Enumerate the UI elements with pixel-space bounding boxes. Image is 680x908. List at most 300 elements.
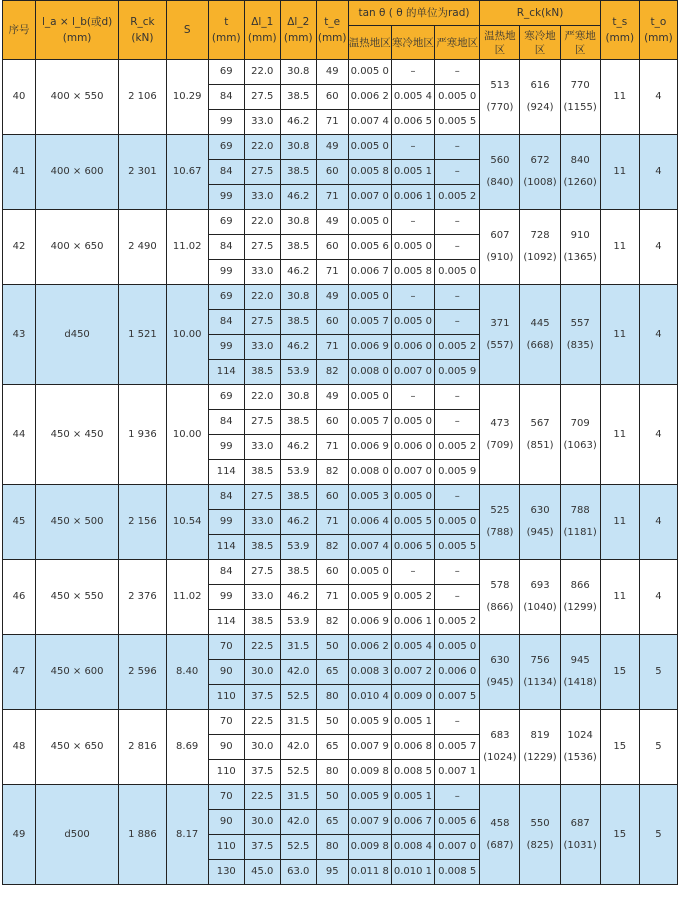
rmax-value: 1024 — [567, 730, 593, 741]
row-number: 47 — [3, 635, 36, 710]
dimensions-cell: 450 × 500 — [35, 485, 118, 560]
te-cell: 71 — [316, 435, 348, 460]
dl2-cell: 30.8 — [280, 385, 316, 410]
t-cell: 99 — [208, 335, 244, 360]
dimensions-cell: d450 — [35, 285, 118, 385]
tan-cold-cell: 0.010 1 — [391, 860, 434, 885]
te-cell: 49 — [316, 135, 348, 160]
tan-warm-cell: 0.008 0 — [348, 460, 391, 485]
rmax-value: 445 — [530, 317, 550, 329]
tan-warm-cell: 0.009 8 — [348, 835, 391, 860]
dl2-cell: 38.5 — [280, 85, 316, 110]
te-cell: 60 — [316, 485, 348, 510]
t-cell: 90 — [208, 660, 244, 685]
tan-warm-cell: 0.010 4 — [348, 685, 391, 710]
dl1-cell: 22.0 — [244, 385, 280, 410]
rmax-sub-value: (1031) — [563, 839, 597, 851]
rmax-warm-cell — [480, 285, 520, 385]
zone-header-warm: 温热地区 — [480, 26, 520, 60]
tan-warm-cell: 0.005 0 — [348, 135, 391, 160]
rmax-value: 709 — [570, 417, 590, 429]
dl1-cell: 33.0 — [244, 110, 280, 135]
rmax-value: 770 — [570, 80, 590, 91]
rmax-sub-value: (668) — [526, 339, 554, 351]
tan-severe-cell: 0.005 2 — [435, 335, 480, 360]
tan-warm-cell: 0.006 9 — [348, 435, 391, 460]
dl1-cell: 27.5 — [244, 560, 280, 585]
to-cell: 4 — [639, 210, 677, 285]
te-cell: 80 — [316, 760, 348, 785]
dl1-cell: 22.0 — [244, 135, 280, 160]
to-cell: 4 — [639, 285, 677, 385]
tan-severe-cell: 0.005 5 — [435, 110, 480, 135]
rck-cell: 1 886 — [119, 785, 166, 885]
tan-severe-cell: 0.005 0 — [435, 510, 480, 535]
to-cell: 4 — [639, 135, 677, 210]
table-row — [3, 135, 678, 160]
dl2-cell: 31.5 — [280, 635, 316, 660]
ts-cell: 11 — [600, 385, 639, 485]
t-cell: 90 — [208, 810, 244, 835]
te-cell: 60 — [316, 235, 348, 260]
tan-cold-cell: 0.008 4 — [391, 835, 434, 860]
s-cell: 11.02 — [166, 560, 208, 635]
tan-severe-cell: 0.007 1 — [435, 760, 480, 785]
rmax-value: 607 — [490, 230, 510, 241]
tan-severe-cell: 0.008 5 — [435, 860, 480, 885]
bearing-spec-table — [2, 0, 678, 885]
rmax-warm-cell — [480, 710, 520, 785]
tan-warm-cell: 0.005 0 — [348, 385, 391, 410]
col-header-seq: 序号 — [3, 1, 36, 60]
row-number: 43 — [3, 285, 36, 385]
t-cell: 84 — [208, 560, 244, 585]
col-header-dims: l_a × l_b(或d) (mm) — [35, 1, 118, 60]
dl2-cell: 38.5 — [280, 410, 316, 435]
tan-warm-cell: 0.006 4 — [348, 510, 391, 535]
to-cell: 4 — [639, 385, 677, 485]
tan-warm-cell: 0.005 8 — [348, 160, 391, 185]
tan-cold-cell: 0.006 0 — [391, 335, 434, 360]
te-cell: 49 — [316, 60, 348, 85]
table-row — [3, 210, 678, 235]
tan-cold-cell: 0.007 2 — [391, 660, 434, 685]
s-cell: 8.69 — [166, 710, 208, 785]
te-cell: 82 — [316, 535, 348, 560]
te-cell: 60 — [316, 310, 348, 335]
rmax-value: 683 — [490, 730, 510, 741]
rmax-sub-value: (910) — [486, 252, 514, 263]
to-cell: 5 — [639, 710, 677, 785]
te-cell: 65 — [316, 735, 348, 760]
t-cell: 99 — [208, 110, 244, 135]
col-header-dl1: Δl_1 (mm) — [244, 1, 280, 60]
t-cell: 114 — [208, 610, 244, 635]
tan-cold-cell: – — [391, 285, 434, 310]
dl2-cell: 42.0 — [280, 660, 316, 685]
te-cell: 80 — [316, 685, 348, 710]
rmax-severe-cell — [560, 210, 600, 285]
dimensions-cell: 400 × 650 — [35, 210, 118, 285]
t-cell: 114 — [208, 535, 244, 560]
rmax-sub-value: (1260) — [563, 177, 597, 188]
table-row — [3, 385, 678, 410]
rmax-sub-value: (1008) — [523, 177, 557, 188]
tan-cold-cell: 0.006 5 — [391, 110, 434, 135]
rmax-sub-value: (709) — [486, 439, 514, 451]
row-number: 48 — [3, 710, 36, 785]
bearing-spec-table-container — [2, 0, 678, 885]
rmax-value: 525 — [490, 505, 510, 516]
rmax-sub-value: (1229) — [523, 752, 557, 763]
rmax-sub-value: (851) — [526, 439, 554, 451]
dl1-cell: 33.0 — [244, 335, 280, 360]
dl2-cell: 46.2 — [280, 585, 316, 610]
rmax-warm-cell — [480, 485, 520, 560]
t-cell: 110 — [208, 835, 244, 860]
t-cell: 84 — [208, 235, 244, 260]
tan-warm-cell: 0.005 0 — [348, 210, 391, 235]
s-cell: 10.29 — [166, 60, 208, 135]
tan-warm-cell: 0.005 7 — [348, 310, 391, 335]
dl1-cell: 38.5 — [244, 535, 280, 560]
tan-severe-cell: – — [435, 410, 480, 435]
dl1-cell: 30.0 — [244, 735, 280, 760]
zone-header-warm: 温热地区 — [348, 26, 391, 60]
tan-severe-cell: 0.005 0 — [435, 635, 480, 660]
to-cell: 4 — [639, 60, 677, 135]
rmax-sub-value: (835) — [566, 339, 594, 351]
tan-cold-cell: 0.006 0 — [391, 435, 434, 460]
tan-warm-cell: 0.005 9 — [348, 785, 391, 810]
s-cell: 11.02 — [166, 210, 208, 285]
rmax-warm-cell — [480, 560, 520, 635]
te-cell: 71 — [316, 260, 348, 285]
t-cell: 99 — [208, 435, 244, 460]
dl1-cell: 22.5 — [244, 785, 280, 810]
row-number: 42 — [3, 210, 36, 285]
te-cell: 95 — [316, 860, 348, 885]
tan-severe-cell: 0.005 2 — [435, 185, 480, 210]
dl1-cell: 38.5 — [244, 460, 280, 485]
tan-cold-cell: 0.006 1 — [391, 610, 434, 635]
dimensions-cell: d500 — [35, 785, 118, 885]
rmax-value: 458 — [490, 817, 510, 829]
rmax-value: 616 — [530, 80, 550, 91]
ts-cell: 11 — [600, 60, 639, 135]
tan-cold-cell: 0.005 0 — [391, 235, 434, 260]
dl2-cell: 52.5 — [280, 760, 316, 785]
t-cell: 84 — [208, 410, 244, 435]
te-cell: 71 — [316, 510, 348, 535]
rmax-warm-cell — [480, 785, 520, 885]
tan-severe-cell: 0.005 7 — [435, 735, 480, 760]
tan-severe-cell: 0.007 5 — [435, 685, 480, 710]
t-cell: 99 — [208, 585, 244, 610]
dl1-cell: 30.0 — [244, 660, 280, 685]
dimensions-cell: 450 × 600 — [35, 635, 118, 710]
t-cell: 90 — [208, 735, 244, 760]
rck-cell: 1 521 — [119, 285, 166, 385]
dimensions-cell: 450 × 650 — [35, 710, 118, 785]
col-group-tan: tan θ ( θ 的单位为rad) — [348, 1, 480, 26]
tan-warm-cell: 0.006 2 — [348, 85, 391, 110]
tan-cold-cell: – — [391, 135, 434, 160]
dl2-cell: 46.2 — [280, 335, 316, 360]
dl1-cell: 27.5 — [244, 85, 280, 110]
rmax-sub-value: (945) — [526, 527, 554, 538]
dl2-cell: 46.2 — [280, 185, 316, 210]
tan-severe-cell: – — [435, 485, 480, 510]
tan-cold-cell: 0.007 0 — [391, 460, 434, 485]
tan-warm-cell: 0.007 4 — [348, 110, 391, 135]
te-cell: 60 — [316, 560, 348, 585]
tan-warm-cell: 0.005 7 — [348, 410, 391, 435]
rmax-cold-cell — [520, 560, 560, 635]
tan-warm-cell: 0.008 0 — [348, 360, 391, 385]
tan-severe-cell: – — [435, 785, 480, 810]
tan-warm-cell: 0.005 0 — [348, 285, 391, 310]
te-cell: 65 — [316, 660, 348, 685]
dl2-cell: 38.5 — [280, 310, 316, 335]
dl2-cell: 53.9 — [280, 535, 316, 560]
rmax-value: 672 — [530, 155, 550, 166]
tan-severe-cell: 0.005 9 — [435, 460, 480, 485]
rmax-value: 945 — [570, 655, 590, 666]
rmax-warm-cell — [480, 385, 520, 485]
rmax-sub-value: (1181) — [563, 527, 597, 538]
zone-header-severe: 严寒地区 — [435, 26, 480, 60]
t-cell: 99 — [208, 260, 244, 285]
row-number: 49 — [3, 785, 36, 885]
tan-warm-cell: 0.005 6 — [348, 235, 391, 260]
rmax-value: 728 — [530, 230, 550, 241]
te-cell: 71 — [316, 585, 348, 610]
rck-cell: 2 106 — [119, 60, 166, 135]
rmax-cold-cell — [520, 385, 560, 485]
rmax-cold-cell — [520, 785, 560, 885]
dl1-cell: 27.5 — [244, 160, 280, 185]
tan-severe-cell: 0.005 5 — [435, 535, 480, 560]
tan-severe-cell: – — [435, 60, 480, 85]
rck-cell: 2 490 — [119, 210, 166, 285]
to-cell: 5 — [639, 785, 677, 885]
t-cell: 99 — [208, 510, 244, 535]
tan-cold-cell: 0.005 4 — [391, 635, 434, 660]
t-cell: 84 — [208, 485, 244, 510]
dl2-cell: 46.2 — [280, 110, 316, 135]
rmax-sub-value: (1365) — [563, 252, 597, 263]
rmax-value: 630 — [530, 505, 550, 516]
dl1-cell: 37.5 — [244, 835, 280, 860]
tan-severe-cell: – — [435, 385, 480, 410]
table-row — [3, 285, 678, 310]
tan-cold-cell: 0.009 0 — [391, 685, 434, 710]
dl2-cell: 52.5 — [280, 685, 316, 710]
te-cell: 71 — [316, 185, 348, 210]
tan-cold-cell: 0.006 7 — [391, 810, 434, 835]
table-row — [3, 635, 678, 660]
te-cell: 82 — [316, 460, 348, 485]
dl2-cell: 46.2 — [280, 435, 316, 460]
table-body — [3, 60, 678, 885]
rmax-severe-cell — [560, 60, 600, 135]
dl2-cell: 38.5 — [280, 235, 316, 260]
dl2-cell: 46.2 — [280, 260, 316, 285]
tan-warm-cell: 0.006 9 — [348, 610, 391, 635]
rmax-warm-cell — [480, 635, 520, 710]
table-row — [3, 485, 678, 510]
dl2-cell: 30.8 — [280, 285, 316, 310]
table-row — [3, 785, 678, 810]
dl2-cell: 38.5 — [280, 485, 316, 510]
tan-cold-cell: 0.005 1 — [391, 785, 434, 810]
tan-cold-cell: – — [391, 560, 434, 585]
tan-cold-cell: 0.008 5 — [391, 760, 434, 785]
tan-severe-cell: 0.005 2 — [435, 435, 480, 460]
dl1-cell: 27.5 — [244, 410, 280, 435]
tan-warm-cell: 0.007 4 — [348, 535, 391, 560]
rmax-value: 560 — [490, 155, 510, 166]
te-cell: 71 — [316, 110, 348, 135]
t-cell: 69 — [208, 210, 244, 235]
rmax-warm-cell — [480, 60, 520, 135]
t-cell: 70 — [208, 710, 244, 735]
table-header — [3, 1, 678, 60]
zone-header-severe: 严寒地区 — [560, 26, 600, 60]
ts-cell: 11 — [600, 485, 639, 560]
te-cell: 82 — [316, 360, 348, 385]
rmax-value: 819 — [530, 730, 550, 741]
t-cell: 70 — [208, 635, 244, 660]
te-cell: 60 — [316, 85, 348, 110]
rmax-value: 550 — [530, 817, 550, 829]
tan-cold-cell: 0.007 0 — [391, 360, 434, 385]
tan-severe-cell: 0.005 2 — [435, 610, 480, 635]
tan-warm-cell: 0.005 3 — [348, 485, 391, 510]
to-cell: 4 — [639, 560, 677, 635]
dl2-cell: 52.5 — [280, 835, 316, 860]
row-number: 44 — [3, 385, 36, 485]
tan-severe-cell: – — [435, 560, 480, 585]
tan-cold-cell: – — [391, 385, 434, 410]
to-cell: 5 — [639, 635, 677, 710]
tan-severe-cell: – — [435, 135, 480, 160]
col-header-to: t_o (mm) — [639, 1, 677, 60]
dl1-cell: 33.0 — [244, 185, 280, 210]
rmax-sub-value: (840) — [486, 177, 514, 188]
rmax-value: 840 — [570, 155, 590, 166]
tan-cold-cell: 0.006 1 — [391, 185, 434, 210]
tan-cold-cell: 0.005 1 — [391, 160, 434, 185]
dl1-cell: 27.5 — [244, 485, 280, 510]
dl2-cell: 38.5 — [280, 560, 316, 585]
rmax-cold-cell — [520, 60, 560, 135]
rmax-cold-cell — [520, 710, 560, 785]
tan-warm-cell: 0.006 9 — [348, 335, 391, 360]
rmax-value: 756 — [530, 655, 550, 666]
rmax-severe-cell — [560, 635, 600, 710]
tan-severe-cell: 0.007 0 — [435, 835, 480, 860]
rmax-cold-cell — [520, 210, 560, 285]
te-cell: 60 — [316, 410, 348, 435]
ts-cell: 15 — [600, 710, 639, 785]
rmax-value: 473 — [490, 417, 510, 429]
tan-cold-cell: 0.005 5 — [391, 510, 434, 535]
tan-severe-cell: – — [435, 210, 480, 235]
tan-cold-cell: 0.005 2 — [391, 585, 434, 610]
rmax-value: 866 — [570, 580, 590, 591]
s-cell: 10.67 — [166, 135, 208, 210]
rmax-severe-cell — [560, 285, 600, 385]
tan-severe-cell: – — [435, 310, 480, 335]
rck-cell: 2 816 — [119, 710, 166, 785]
dl2-cell: 53.9 — [280, 610, 316, 635]
rck-cell: 1 936 — [119, 385, 166, 485]
dl1-cell: 22.5 — [244, 635, 280, 660]
dl1-cell: 22.5 — [244, 710, 280, 735]
dl1-cell: 22.0 — [244, 285, 280, 310]
tan-severe-cell: – — [435, 710, 480, 735]
tan-severe-cell: 0.005 6 — [435, 810, 480, 835]
dl1-cell: 22.0 — [244, 60, 280, 85]
t-cell: 99 — [208, 185, 244, 210]
dl2-cell: 30.8 — [280, 135, 316, 160]
rmax-sub-value: (1155) — [563, 102, 597, 113]
s-cell: 10.00 — [166, 385, 208, 485]
t-cell: 84 — [208, 310, 244, 335]
rmax-severe-cell — [560, 135, 600, 210]
rmax-value: 567 — [530, 417, 550, 429]
te-cell: 50 — [316, 710, 348, 735]
s-cell: 10.00 — [166, 285, 208, 385]
col-group-rmax: R_ck(kN) — [480, 1, 600, 26]
ts-cell: 15 — [600, 785, 639, 885]
row-number: 40 — [3, 60, 36, 135]
dimensions-cell: 450 × 450 — [35, 385, 118, 485]
tan-cold-cell: 0.005 0 — [391, 485, 434, 510]
dl2-cell: 53.9 — [280, 460, 316, 485]
tan-severe-cell: – — [435, 585, 480, 610]
rck-cell: 2 301 — [119, 135, 166, 210]
tan-warm-cell: 0.008 3 — [348, 660, 391, 685]
tan-cold-cell: 0.006 5 — [391, 535, 434, 560]
rmax-cold-cell — [520, 635, 560, 710]
col-header-te: t_e (mm) — [316, 1, 348, 60]
te-cell: 49 — [316, 385, 348, 410]
tan-warm-cell: 0.007 9 — [348, 735, 391, 760]
t-cell: 69 — [208, 135, 244, 160]
t-cell: 69 — [208, 285, 244, 310]
rmax-value: 687 — [570, 817, 590, 829]
rmax-severe-cell — [560, 785, 600, 885]
dl1-cell: 37.5 — [244, 685, 280, 710]
rmax-severe-cell — [560, 560, 600, 635]
rck-cell: 2 376 — [119, 560, 166, 635]
rmax-value: 578 — [490, 580, 510, 591]
to-cell: 4 — [639, 485, 677, 560]
rmax-value: 630 — [490, 655, 510, 666]
rmax-value: 557 — [570, 317, 590, 329]
col-header-s: S — [166, 1, 208, 60]
rmax-severe-cell — [560, 710, 600, 785]
table-row — [3, 710, 678, 735]
rmax-sub-value: (1134) — [523, 677, 557, 688]
te-cell: 50 — [316, 785, 348, 810]
tan-cold-cell: 0.005 1 — [391, 710, 434, 735]
te-cell: 60 — [316, 160, 348, 185]
col-header-rck: R_ck (kN) — [119, 1, 166, 60]
